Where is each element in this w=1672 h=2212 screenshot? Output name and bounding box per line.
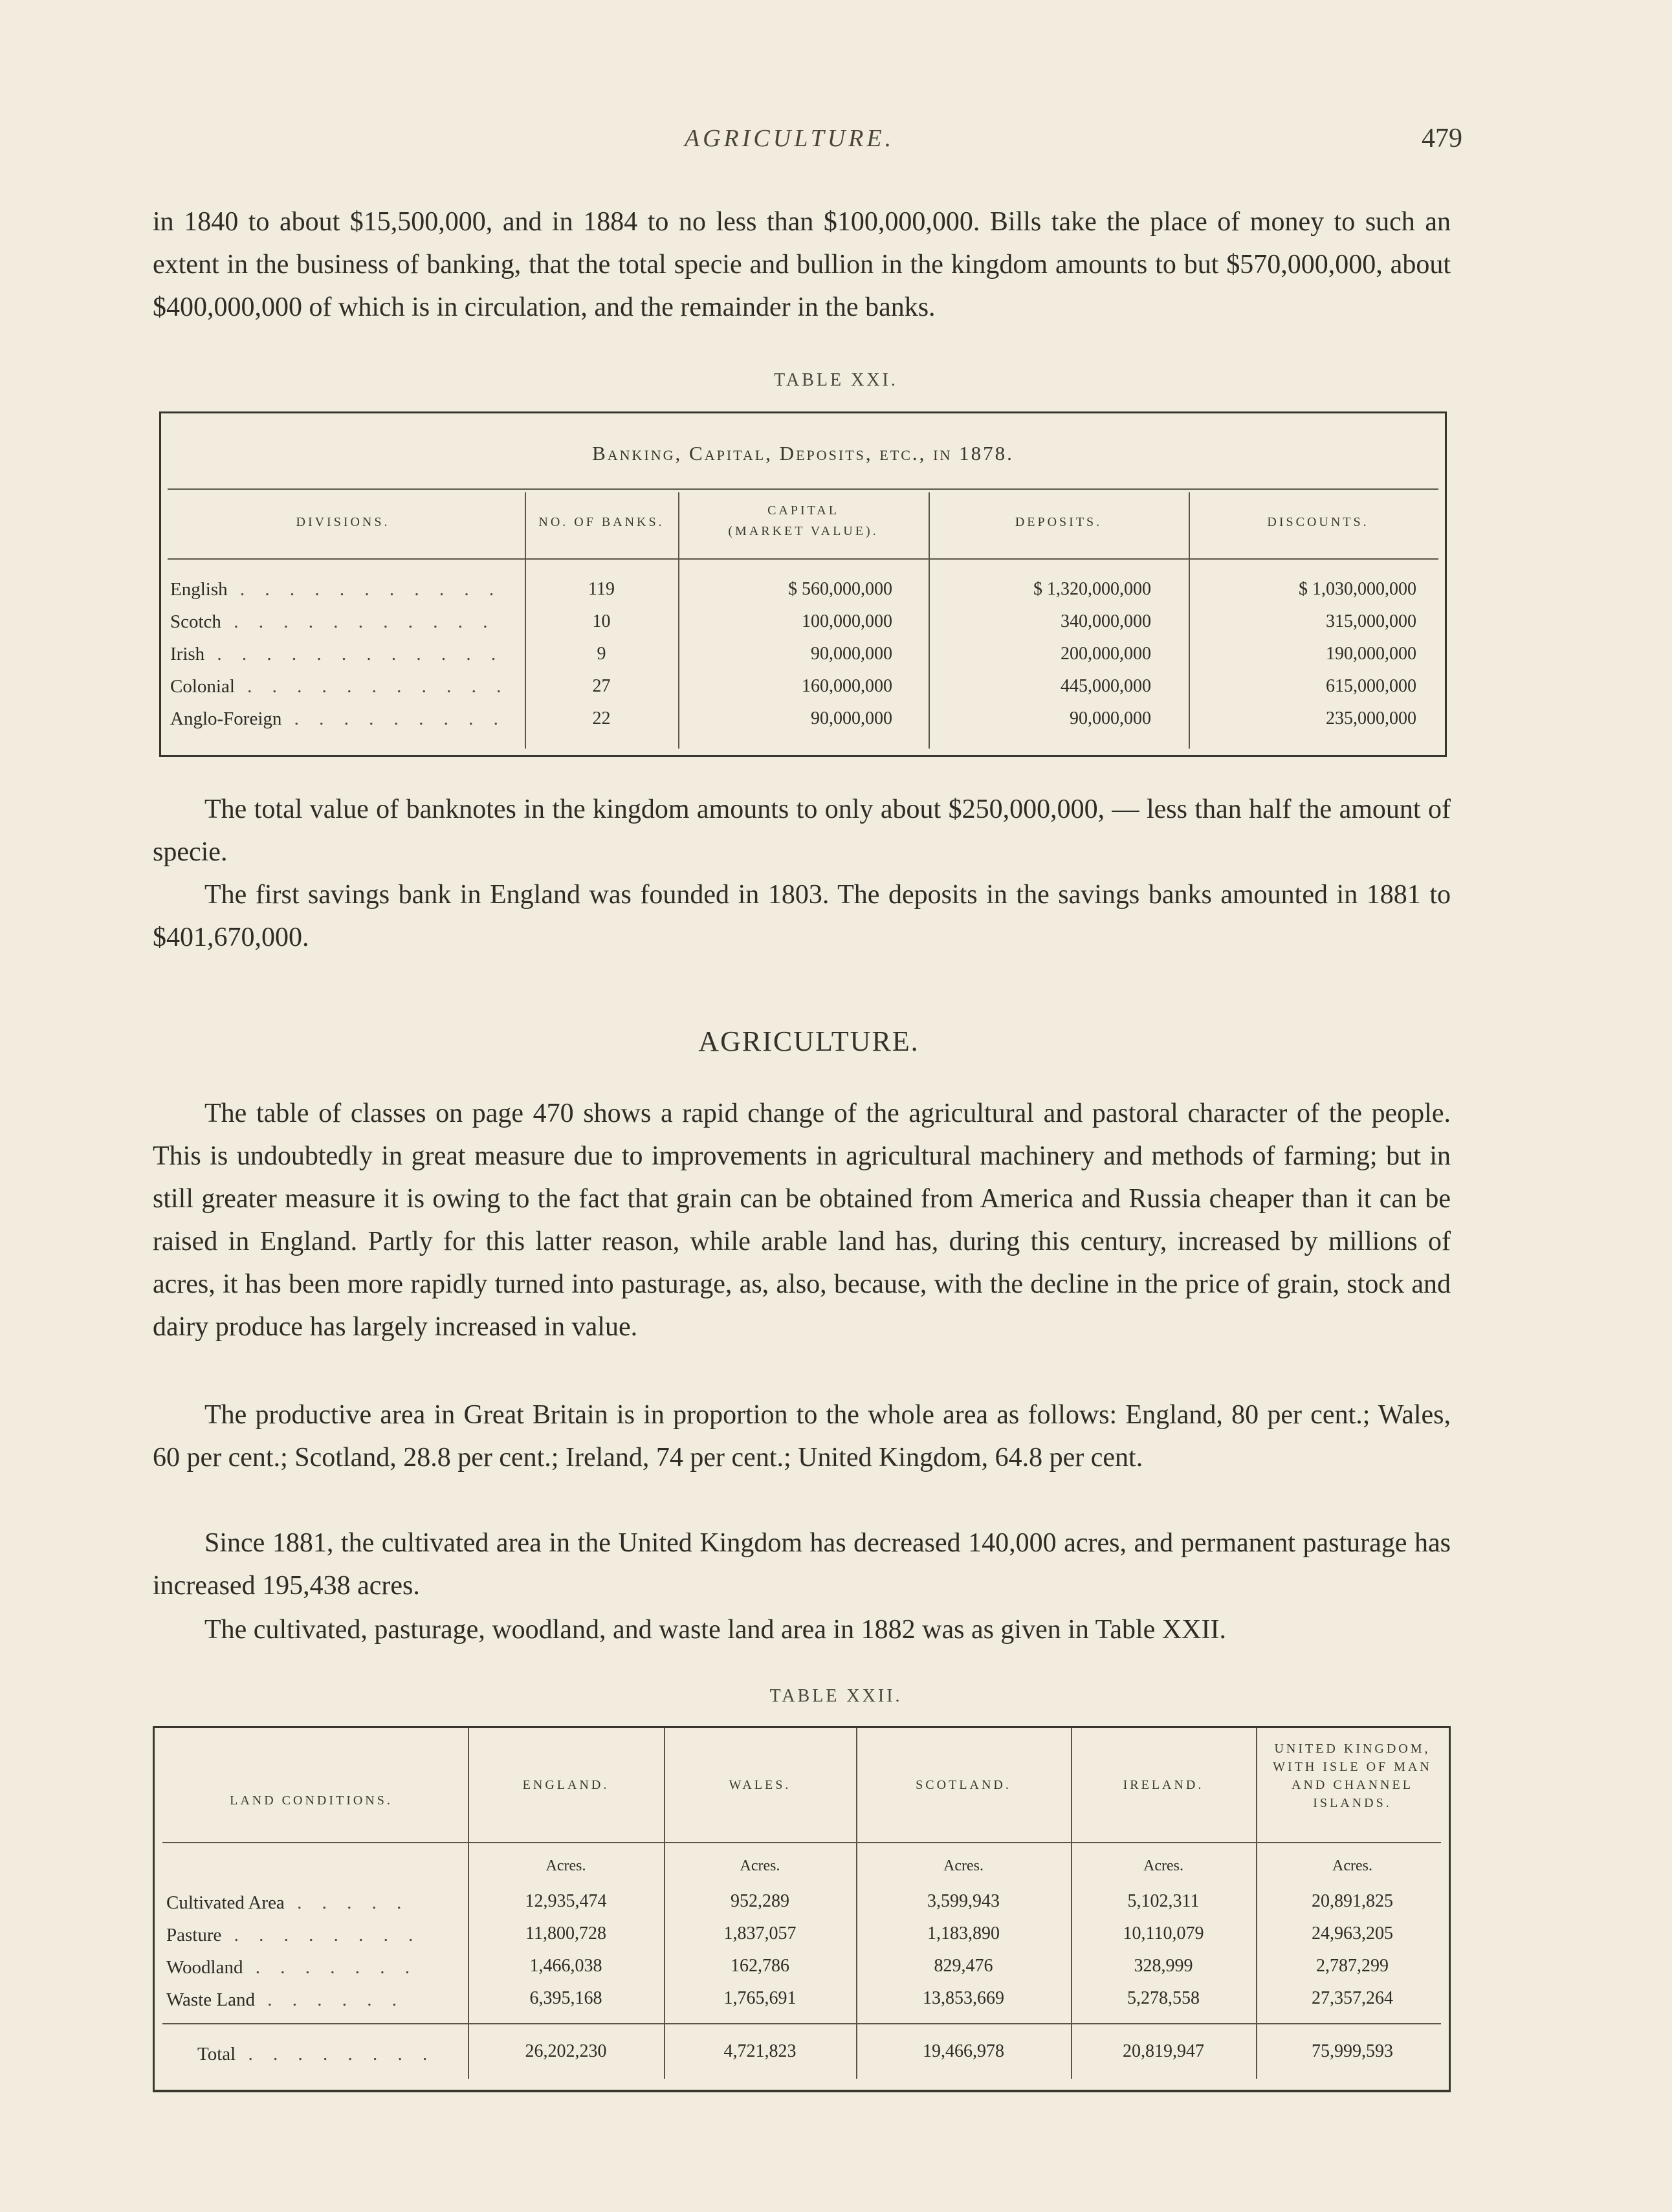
cell: 4,721,823 <box>723 2041 797 2061</box>
column-header: NO. OF BANKS. <box>538 515 665 529</box>
cell: 90,000,000 <box>811 644 892 664</box>
cell: 10 <box>592 611 611 631</box>
column-header: DIVISIONS. <box>296 515 390 529</box>
land-conditions-table: LAND CONDITIONS. ENGLAND. WALES. SCOTLAND. IRELAND. UNITED KINGDOM, WITH ISLE OF MAN AND CHANNEL ISLANDS. Acres. Acres. Acres. Acres. Acres. Cultivated Area . . . . . 12,935,474 952,289 3,599,943 5,102,311 20,891,825 Pasture . . . . . . . . 11,800,728 1,837,057 1,183,890 10,110,079 24,963,205 Woodland . . . . . . . 1,466,038 162,786 829,476 328,999 2,787,299 Waste Land . . . . . . 6,395,168 1,765,691 13,853,669 5,278,558 27,357,264 Total . . . . . . . . 26,202,230 4,721,823 19,466,978 20,819,947 75,999,593 <box>153 1726 1451 2092</box>
cell: 5,278,558 <box>1127 1988 1200 2008</box>
page-number: 479 <box>1422 124 1462 153</box>
column-header: ENGLAND. <box>522 1778 610 1792</box>
cell: 75,999,593 <box>1312 2041 1393 2061</box>
rule <box>168 558 1438 560</box>
cell: 160,000,000 <box>802 676 892 696</box>
rule <box>162 1842 1441 1843</box>
running-head: AGRICULTURE. <box>684 125 895 152</box>
cell: 162,786 <box>731 1956 789 1976</box>
cell: 22 <box>592 708 611 728</box>
cell: 90,000,000 <box>811 708 892 728</box>
column-header: WALES. <box>729 1778 791 1792</box>
paragraph: in 1840 to about $15,500,000, and in 1884 to no less than $100,000,000. Bills take the place of money to such an extent in the business of banking, that the total specie and bullion in the kingdom amounts to but $570,000,000, about $400,000,000 of which is in circulation, and the remainder in the banks. <box>153 207 1451 322</box>
cell: 119 <box>588 579 615 599</box>
column-header: CAPITAL <box>767 503 839 518</box>
column-header: IRELAND. <box>1123 1778 1204 1792</box>
cell: 11,800,728 <box>525 1923 606 1944</box>
paragraph: The total value of banknotes in the kingdom amounts to only about $250,000,000, — less than half the amount of specie. <box>153 794 1451 867</box>
cell: 24,963,205 <box>1312 1923 1393 1944</box>
column-header: DISCOUNTS. <box>1267 515 1369 529</box>
cell: 10,110,079 <box>1123 1923 1204 1944</box>
cell: 235,000,000 <box>1326 708 1416 728</box>
cell: 1,466,038 <box>529 1956 602 1976</box>
paragraph: The cultivated, pasturage, woodland, and waste land area in 1882 was as given in Table XXII. <box>204 1615 1226 1645</box>
cell: 829,476 <box>934 1956 993 1976</box>
cell: 26,202,230 <box>525 2041 607 2061</box>
row-label: English <box>170 579 228 600</box>
cell: 90,000,000 <box>1070 708 1151 728</box>
cell: $ 560,000,000 <box>788 579 892 599</box>
cell: 1,837,057 <box>723 1923 797 1944</box>
column-header: (MARKET VALUE). <box>728 524 879 538</box>
cell: 3,599,943 <box>927 1891 1000 1911</box>
cell: 1,183,890 <box>927 1923 1000 1944</box>
paragraph: The productive area in Great Britain is in proportion to the whole area as follows: England, 80 per cent.; Wales, 60 per cent.; Scotland, 28.8 per cent.; Ireland, 74 per cent.; United Kingdom, 64.8 per cent. <box>153 1400 1451 1473</box>
table-caption: TABLE XXII. <box>769 1686 903 1706</box>
column-header: LAND CONDITIONS. <box>230 1793 393 1808</box>
cell: 952,289 <box>731 1891 789 1911</box>
table-caption: TABLE XXI. <box>774 370 898 390</box>
row-label: Scotch <box>170 611 221 632</box>
cell: 12,935,474 <box>525 1891 607 1911</box>
banking-table: Banking, Capital, Deposits, etc., in 1878. DIVISIONS. NO. OF BANKS. CAPITAL (MARKET VALUE). DEPOSITS. DISCOUNTS. English . . . . . . . . . . . 119 $ 560,000,000 $ 1,320,000,000 $ 1,030,000,000 Scotch . . . . . . . . . . . 10 100,000,000 340,000,000 315,000,000 Irish . . . . . . . . . . . . 9 90,000,000 200,000,000 190,000,000 Colonial . . . . . . . . . . . 27 160,000,000 445,000,000 615,000,000 Anglo-Foreign . . . . . . . . . 22 90,000,000 90,000,000 235,000,000 <box>159 411 1447 757</box>
cell: 615,000,000 <box>1326 676 1416 696</box>
cell: $ 1,320,000,000 <box>1033 579 1151 599</box>
column-header: WITH ISLE OF MAN <box>1273 1760 1432 1774</box>
cell: 19,466,978 <box>923 2041 1004 2061</box>
row-label: Pasture <box>166 1925 222 1945</box>
cell: 20,819,947 <box>1123 2041 1204 2061</box>
table-title: Banking, Capital, Deposits, etc., in 1878. <box>592 442 1014 465</box>
cell: 2,787,299 <box>1316 1956 1389 1976</box>
column-header: AND CHANNEL <box>1292 1778 1413 1792</box>
unit-label: Acres. <box>545 1857 586 1874</box>
cell: 6,395,168 <box>529 1988 602 2008</box>
cell: 100,000,000 <box>802 611 892 631</box>
cell: 190,000,000 <box>1326 644 1416 664</box>
cell: 20,891,825 <box>1312 1891 1393 1911</box>
column-header: DEPOSITS. <box>1015 515 1103 529</box>
rule <box>168 488 1438 490</box>
cell: 340,000,000 <box>1061 611 1151 631</box>
cell: $ 1,030,000,000 <box>1299 579 1416 599</box>
row-label: Waste Land <box>166 1989 255 2010</box>
cell: 5,102,311 <box>1127 1891 1200 1911</box>
row-label: Anglo-Foreign <box>170 708 282 729</box>
row-label: Irish <box>170 644 205 664</box>
cell: 315,000,000 <box>1326 611 1416 631</box>
cell: 27 <box>592 676 611 696</box>
cell: 9 <box>597 644 606 664</box>
column-header: ISLANDS. <box>1313 1796 1392 1810</box>
rule <box>162 2023 1441 2024</box>
cell: 328,999 <box>1134 1956 1193 1976</box>
paragraph: The first savings bank in England was founded in 1803. The deposits in the savings banks amounted in 1881 to $401,670,000. <box>153 880 1451 952</box>
cell: 200,000,000 <box>1061 644 1151 664</box>
column-header: SCOTLAND. <box>916 1778 1011 1792</box>
paragraph: Since 1881, the cultivated area in the United Kingdom has decreased 140,000 acres, and permanent pasturage has increased 195,438 acres. <box>153 1528 1451 1601</box>
column-header: UNITED KINGDOM, <box>1274 1742 1431 1756</box>
unit-label: Acres. <box>740 1857 780 1874</box>
row-label: Woodland <box>166 1957 243 1978</box>
unit-label: Acres. <box>1332 1857 1372 1874</box>
paragraph: The table of classes on page 470 shows a rapid change of the agricultural and pastoral character of the people. This is undoubtedly in great measure due to improvements in agricultural machinery and methods of farming; but in still greater measure it is owing to the fact that grain can be obtained from America and Russia cheaper than it can be raised in England. Partly for this latter reason, while arable land has, during this century, increased by millions of acres, it has been more rapidly turned into pasturage, as, also, because, with the decline in the price of grain, stock and dairy produce has largely increased in value. <box>153 1099 1451 1342</box>
unit-label: Acres. <box>1143 1857 1183 1874</box>
row-label: Cultivated Area <box>166 1892 285 1913</box>
cell: 13,853,669 <box>923 1988 1004 2008</box>
section-heading: AGRICULTURE. <box>698 1025 919 1057</box>
cell: 27,357,264 <box>1312 1988 1393 2008</box>
row-label: Colonial <box>170 676 235 697</box>
cell: 445,000,000 <box>1061 676 1151 696</box>
cell: 1,765,691 <box>723 1988 797 2008</box>
row-label: Total <box>197 2044 236 2064</box>
unit-label: Acres. <box>943 1857 984 1874</box>
